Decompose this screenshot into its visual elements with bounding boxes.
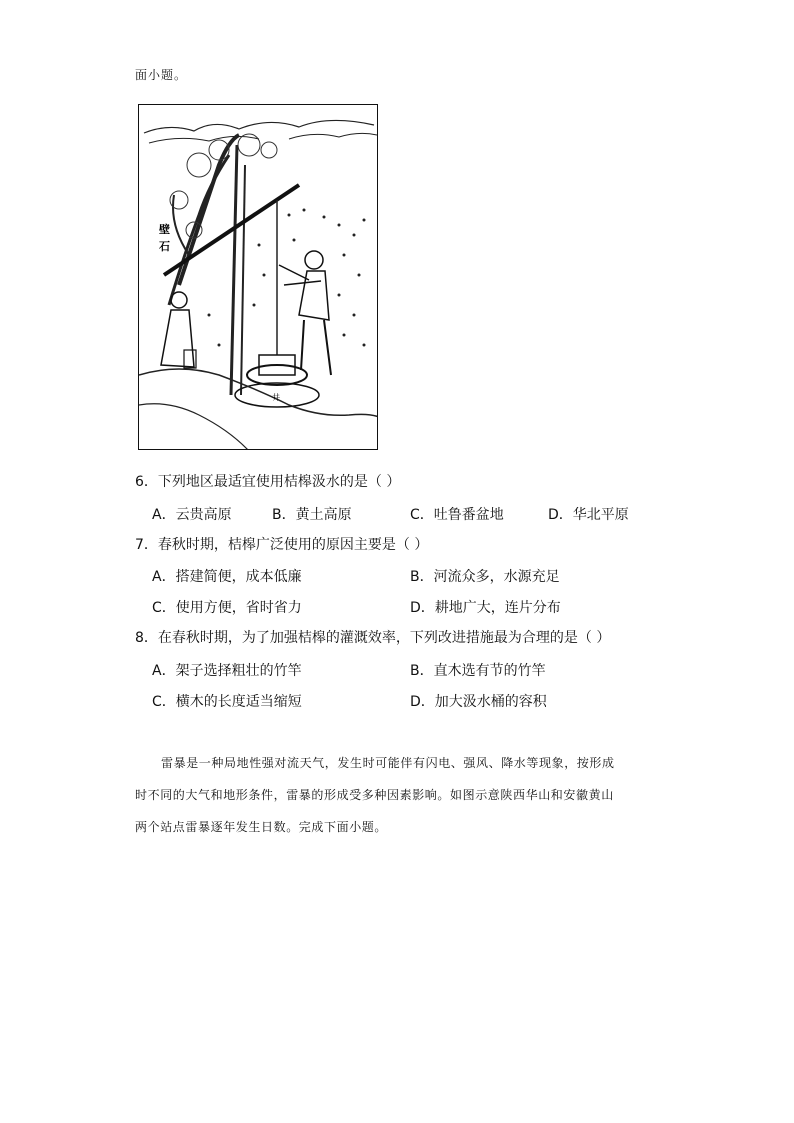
q6-option-b: B．黄土高原 <box>272 507 352 523</box>
label-well: 井 <box>272 393 280 402</box>
question-7-stem: 7．春秋时期，桔槔广泛使用的原因主要是（ ） <box>135 537 429 553</box>
q7-option-c: C．使用方便，省时省力 <box>152 600 302 616</box>
q6-option-c: C．吐鲁番盆地 <box>410 507 504 523</box>
q8-option-b: B．直木选有节的竹竿 <box>410 663 546 679</box>
q6-option-d: D．华北平原 <box>548 507 629 523</box>
shaduf-drawing <box>139 105 378 450</box>
q6-option-a: A．云贵高原 <box>152 507 232 523</box>
passage-line-3: 两个站点雷暴逐年发生日数。完成下面小题。 <box>135 820 388 834</box>
label-bi: 壁 <box>159 224 170 236</box>
top-text-fragment: 面小题。 <box>135 68 188 82</box>
passage-line-1: 雷暴是一种局地性强对流天气，发生时可能伴有闪电、强风、降水等现象，按形成 <box>161 756 615 770</box>
passage-line-2: 时不同的大气和地形条件，雷暴的形成受多种因素影响。如图示意陕西华山和安徽黄山 <box>135 788 614 802</box>
q7-option-d: D．耕地广大，连片分布 <box>410 600 561 616</box>
q7-option-a: A．搭建简便，成本低廉 <box>152 569 302 585</box>
question-8-stem: 8．在春秋时期，为了加强桔槔的灌溉效率，下列改进措施最为合理的是（ ） <box>135 630 611 646</box>
q7-option-b: B．河流众多，水源充足 <box>410 569 560 585</box>
q8-option-a: A．架子选择粗壮的竹竿 <box>152 663 302 679</box>
q8-option-c: C．横木的长度适当缩短 <box>152 694 302 710</box>
question-6-stem: 6．下列地区最适宜使用桔槔汲水的是（ ） <box>135 474 401 490</box>
q8-option-d: D．加大汲水桶的容积 <box>410 694 547 710</box>
shaduf-illustration <box>138 104 378 450</box>
label-shi: 石 <box>159 241 170 253</box>
